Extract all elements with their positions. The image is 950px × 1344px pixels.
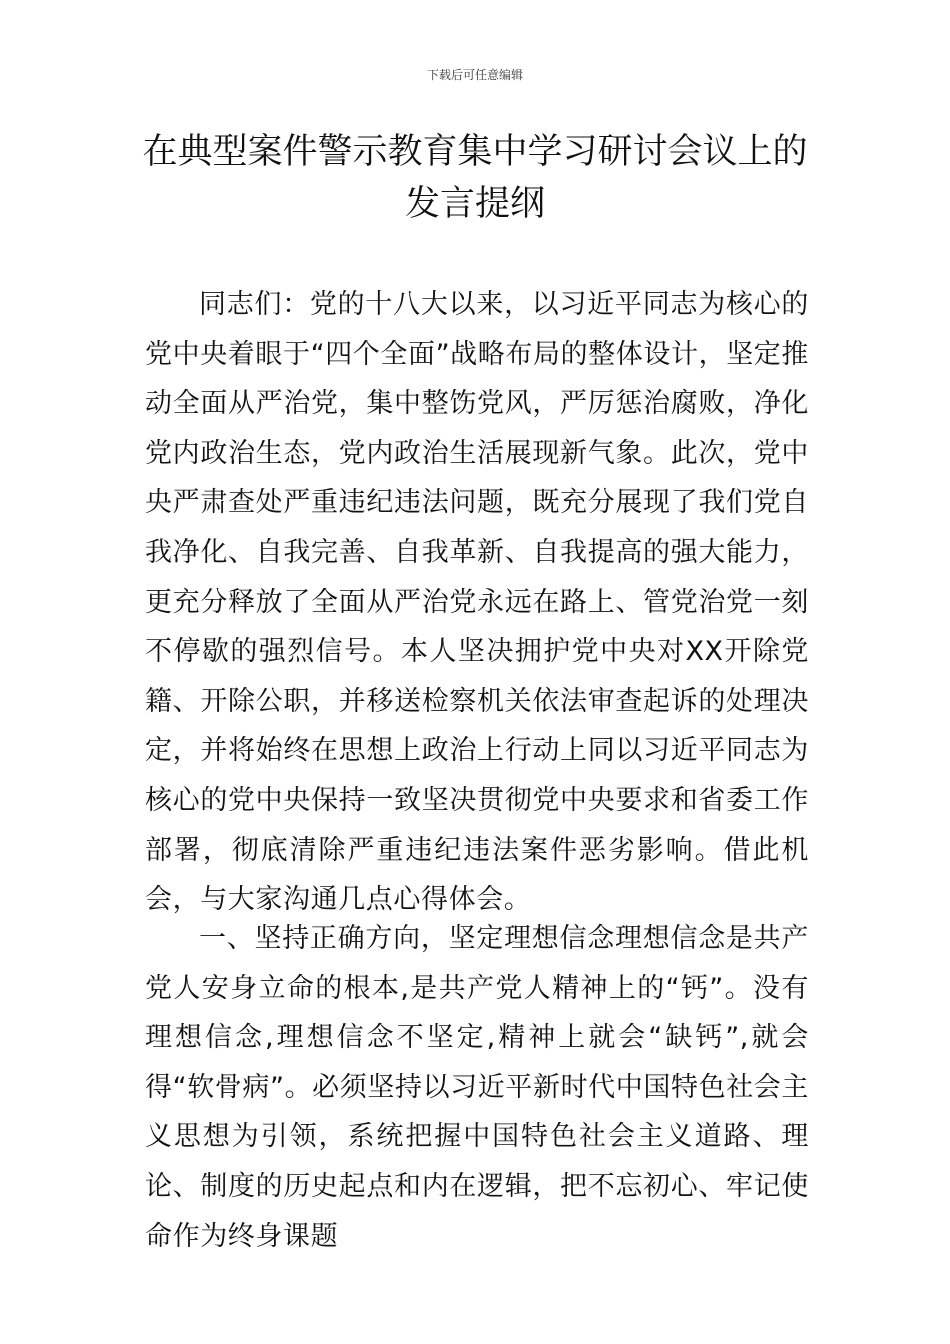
body-paragraph-1: 同志们：党的十八大以来，以习近平同志为核心的党中央着眼于“四个全面”战略布局的整体设计，坚定推动全面从严治党，集中整饬党风，严厉惩治腐败，净化党内政治生态，党内政治生活展现新气象。此次，党中央严肃查处严重违纪违法问题，既充分展现了我们党自我净化、自我完善、自我革新、自我提高的强大能力，更充分释放了全面从严治党永远在路上、管党治党一刻不停歇的强烈信号。本人坚决拥护党中央对XX开除党籍、开除公职，并移送检察机关依法审查起诉的处理决定，并将始终在思想上政治上行动上同以习近平同志为核心的党中央保持一致坚决贯彻党中央要求和省委工作部署，彻底清除严重违纪违法案件恶劣影响。借此机会，与大家沟通几点心得体会。 (145, 289, 809, 916)
header-note: 下载后可任意编辑 (426, 68, 523, 82)
body-paragraph-2: 一、坚持正确方向，坚定理想信念理想信念是共产党人安身立命的根本,是共产党人精神上的“钙”。没有理想信念,理想信念不坚定,精神上就会“缺钙”,就会得“软骨病”。必须坚持以习近平新时代中国特色社会主义思想为引领，系统把握中国特色社会主义道路、理论、制度的历史起点和内在逻辑，把不忘初心、牢记使命作为终身课题 (145, 923, 809, 1252)
document-title: 在典型案件警示教育集中学习研讨会议上的发言提纲 (142, 132, 808, 224)
